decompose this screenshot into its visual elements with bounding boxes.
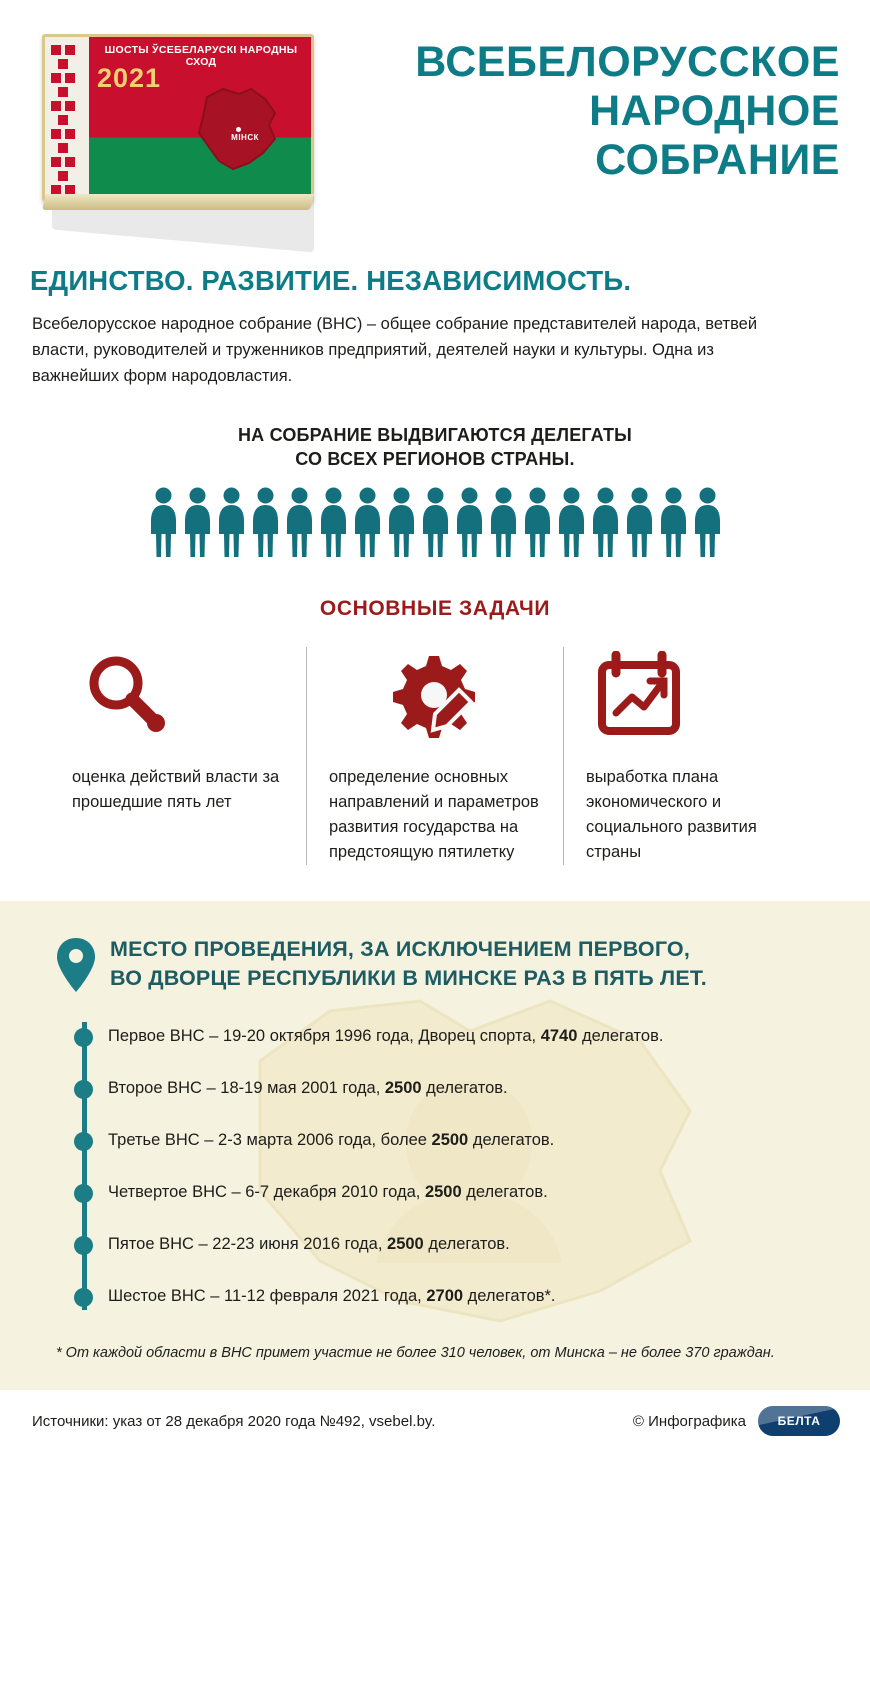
timeline-item (72, 1016, 830, 1068)
delegate-figure-icon (320, 487, 347, 557)
page-title-line-3: СОБРАНИЕ (595, 136, 840, 184)
timeline-item-label: Первое ВНС – 19-20 октября 1996 года, Дворец спорта, 4740 делегатов. (108, 1027, 664, 1045)
flag-ornament-pattern (45, 37, 89, 199)
sources-text: Источники: указ от 28 декабря 2020 года №492, vsebel.by. (32, 1412, 436, 1430)
delegate-figure-icon (592, 487, 619, 557)
slogan: ЕДИНСТВО. РАЗВИТИЕ. НЕЗАВИСИМОСТЬ. (30, 265, 632, 296)
delegate-figure-icon (218, 487, 245, 557)
intro-paragraph: Всебелорусское народное собрание (ВНС) – общее собрание представителей народа, ветвей власти, руководителей и труженников предприятий, деятелей науки и культуры. Одна из важнейших форм народовластия. (32, 315, 758, 385)
timeline-dot-icon (74, 1132, 93, 1151)
delegate-figures-row (0, 487, 870, 557)
delegate-figure-icon (286, 487, 313, 557)
venue-panel (0, 901, 870, 1390)
page-title (330, 26, 840, 185)
timeline-item (72, 1172, 830, 1224)
credit-block (633, 1406, 840, 1436)
delegates-heading-line-2: СО ВСЕХ РЕГИОНОВ СТРАНЫ. (295, 449, 575, 469)
tasks-section (0, 597, 870, 865)
venue-heading-block (0, 935, 870, 998)
delegate-figure-icon (626, 487, 653, 557)
timeline-item (72, 1276, 830, 1328)
delegates-heading (0, 423, 870, 471)
delegate-figure-icon (354, 487, 381, 557)
flag-city-label: МІНСК (231, 133, 259, 142)
delegate-figure-icon (252, 487, 279, 557)
flag-body (42, 34, 314, 202)
timeline-item-label: Второе ВНС – 18-19 мая 2001 года, 2500 делегатов. (108, 1079, 508, 1097)
task-label: выработка плана экономического и социального развития страны (586, 768, 757, 861)
tasks-columns (50, 647, 820, 865)
timeline-item-label: Четвертое ВНС – 6-7 декабря 2010 года, 2500 делегатов. (108, 1183, 548, 1201)
delegate-figure-icon (150, 487, 177, 557)
task-item (563, 647, 820, 865)
timeline (0, 1016, 870, 1328)
page-title-line-1: ВСЕБЕЛОРУССКОЕ (415, 38, 840, 86)
delegate-figure-icon (558, 487, 585, 557)
delegate-figure-icon (456, 487, 483, 557)
flag-top-text: ШОСТЫ ЎСЕБЕЛАРУСКІ НАРОДНЫ СХОД (104, 44, 298, 68)
magnifier-icon (72, 647, 284, 743)
page-title-line-2: НАРОДНОЕ (589, 87, 840, 135)
tasks-heading: ОСНОВНЫЕ ЗАДАЧИ (319, 597, 551, 620)
vns-flag-emblem (30, 26, 330, 251)
calendar-chart-icon (586, 647, 798, 743)
timeline-dot-icon (74, 1080, 93, 1099)
timeline-item-label: Третье ВНС – 2-3 марта 2006 года, более 2500 делегатов. (108, 1131, 555, 1149)
timeline-item-label: Пятое ВНС – 22-23 июня 2016 года, 2500 делегатов. (108, 1235, 510, 1253)
delegates-heading-line-1: НА СОБРАНИЕ ВЫДВИГАЮТСЯ ДЕЛЕГАТЫ (237, 425, 632, 445)
delegate-figure-icon (422, 487, 449, 557)
venue-footnote: * От каждой области в ВНС примет участие не более 310 человек, от Минска – не более 370 граждан. (56, 1345, 775, 1361)
timeline-dot-icon (74, 1184, 93, 1203)
timeline-dot-icon (74, 1028, 93, 1047)
delegate-figure-icon (524, 487, 551, 557)
timeline-item-label: Шестое ВНС – 11-12 февраля 2021 года, 2700 делегатов*. (108, 1287, 556, 1305)
timeline-dot-icon (74, 1288, 93, 1307)
task-label: оценка действий власти за прошедшие пять лет (72, 768, 280, 811)
location-pin-icon (56, 937, 100, 998)
header (0, 0, 870, 251)
timeline-dot-icon (74, 1236, 93, 1255)
task-label: определение основных направлений и параметров развития государства на предстоящую пятилетку (329, 768, 539, 861)
delegate-figure-icon (694, 487, 721, 557)
belta-logo (758, 1406, 840, 1436)
delegate-figure-icon (388, 487, 415, 557)
timeline-item (72, 1068, 830, 1120)
timeline-item (72, 1120, 830, 1172)
delegates-section (0, 423, 870, 557)
venue-heading-line-1: МЕСТО ПРОВЕДЕНИЯ, ЗА ИСКЛЮЧЕНИЕМ ПЕРВОГО, (110, 937, 691, 961)
delegate-figure-icon (660, 487, 687, 557)
venue-heading-line-2: ВО ДВОРЦЕ РЕСПУБЛИКИ В МИНСКЕ РАЗ В ПЯТЬ ЛЕТ. (110, 966, 707, 990)
belta-logo-label: БЕЛТА (777, 1414, 821, 1428)
minsk-dot-icon (236, 127, 241, 132)
venue-heading (100, 935, 707, 993)
delegate-figure-icon (490, 487, 517, 557)
flag-year: 2021 (97, 63, 162, 93)
footer (0, 1390, 870, 1436)
credit-text: © Инфографика (632, 1412, 746, 1430)
task-item (306, 647, 563, 865)
timeline-item (72, 1224, 830, 1276)
flag-base (42, 194, 314, 210)
delegate-figure-icon (184, 487, 211, 557)
gear-pencil-icon (329, 647, 541, 743)
task-item (50, 647, 306, 865)
